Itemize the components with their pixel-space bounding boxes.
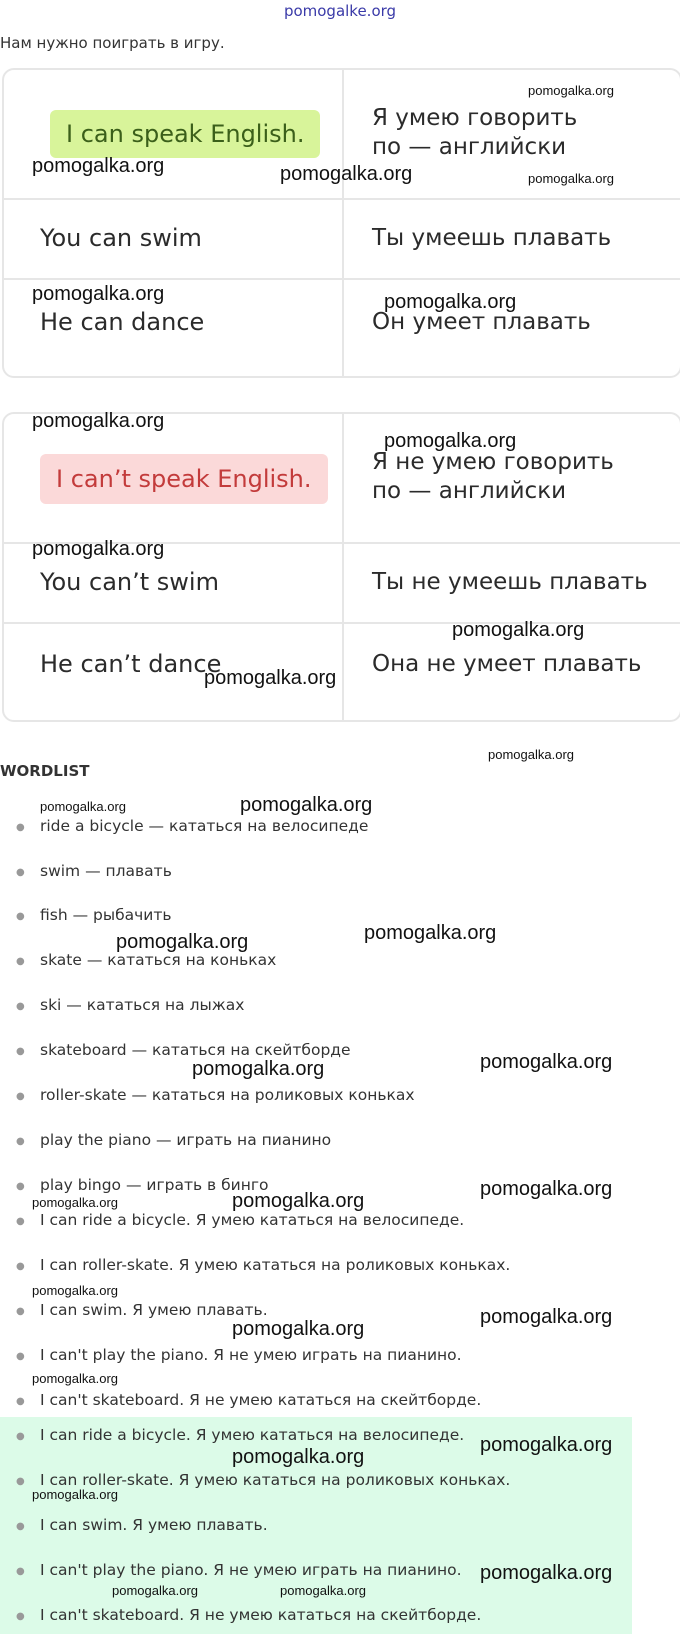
table-row — [4, 414, 680, 544]
watermark: pomogalka.org — [488, 747, 574, 762]
ru-translation: Я не умею говорить по — английски — [372, 449, 614, 504]
watermark: pomogalka.org — [280, 1583, 366, 1598]
watermark: pomogalka.org — [192, 1058, 325, 1080]
ru-translation: Я умею говорить по — английски — [372, 105, 578, 160]
watermark: pomogalka.org — [480, 1562, 613, 1584]
ru-translation: Он умеет плавать — [372, 309, 591, 335]
wordlist-heading: WORDLIST — [0, 762, 90, 780]
en-phrase: You can swim — [40, 224, 202, 252]
watermark: pomogalka.org — [32, 155, 165, 177]
en-phrase: He can dance — [40, 308, 205, 336]
watermark: pomogalka.org — [364, 922, 497, 944]
watermark: pomogalka.org — [232, 1190, 365, 1212]
watermark: pomogalka.org — [240, 794, 373, 816]
watermark: pomogalka.org — [112, 1583, 198, 1598]
cant-pill: I can’t speak English. — [40, 454, 328, 504]
watermark: pomogalka.org — [32, 1371, 118, 1386]
ru-translation: Ты не умеешь плавать — [372, 569, 648, 595]
watermark: pomogalka.org — [32, 1283, 118, 1298]
watermark: pomogalka.org — [204, 667, 337, 689]
table-row — [4, 200, 680, 280]
site-title[interactable]: pomogalke.org — [283, 2, 397, 20]
en-phrase: He can’t dance — [40, 650, 222, 678]
watermark: pomogalka.org — [280, 163, 413, 185]
watermark: pomogalka.org — [32, 1487, 118, 1502]
cant-table — [2, 412, 680, 722]
watermark: pomogalka.org — [452, 619, 585, 641]
watermark: pomogalka.org — [480, 1051, 613, 1073]
watermark: pomogalka.org — [232, 1318, 365, 1340]
watermark: pomogalka.org — [384, 430, 517, 452]
watermark: pomogalka.org — [480, 1306, 613, 1328]
watermark: pomogalka.org — [528, 171, 614, 186]
watermark: pomogalka.org — [480, 1434, 613, 1456]
ru-translation: Ты умеешь плавать — [372, 225, 612, 251]
watermark: pomogalka.org — [116, 931, 249, 953]
watermark: pomogalka.org — [40, 799, 126, 814]
watermark: pomogalka.org — [480, 1178, 613, 1200]
can-pill: I can speak English. — [50, 110, 320, 158]
en-phrase: You can’t swim — [40, 568, 219, 596]
watermark: pomogalka.org — [384, 291, 517, 313]
can-table — [2, 68, 680, 378]
watermark: pomogalka.org — [232, 1446, 365, 1468]
watermark: pomogalka.org — [32, 283, 165, 305]
watermark: pomogalka.org — [32, 538, 165, 560]
ru-translation: Она не умеет плавать — [372, 651, 642, 677]
watermark: pomogalka.org — [528, 83, 614, 98]
watermark: pomogalka.org — [32, 1195, 118, 1210]
intro-text: Нам нужно поиграть в игру. — [0, 34, 225, 52]
watermark: pomogalka.org — [32, 410, 165, 432]
